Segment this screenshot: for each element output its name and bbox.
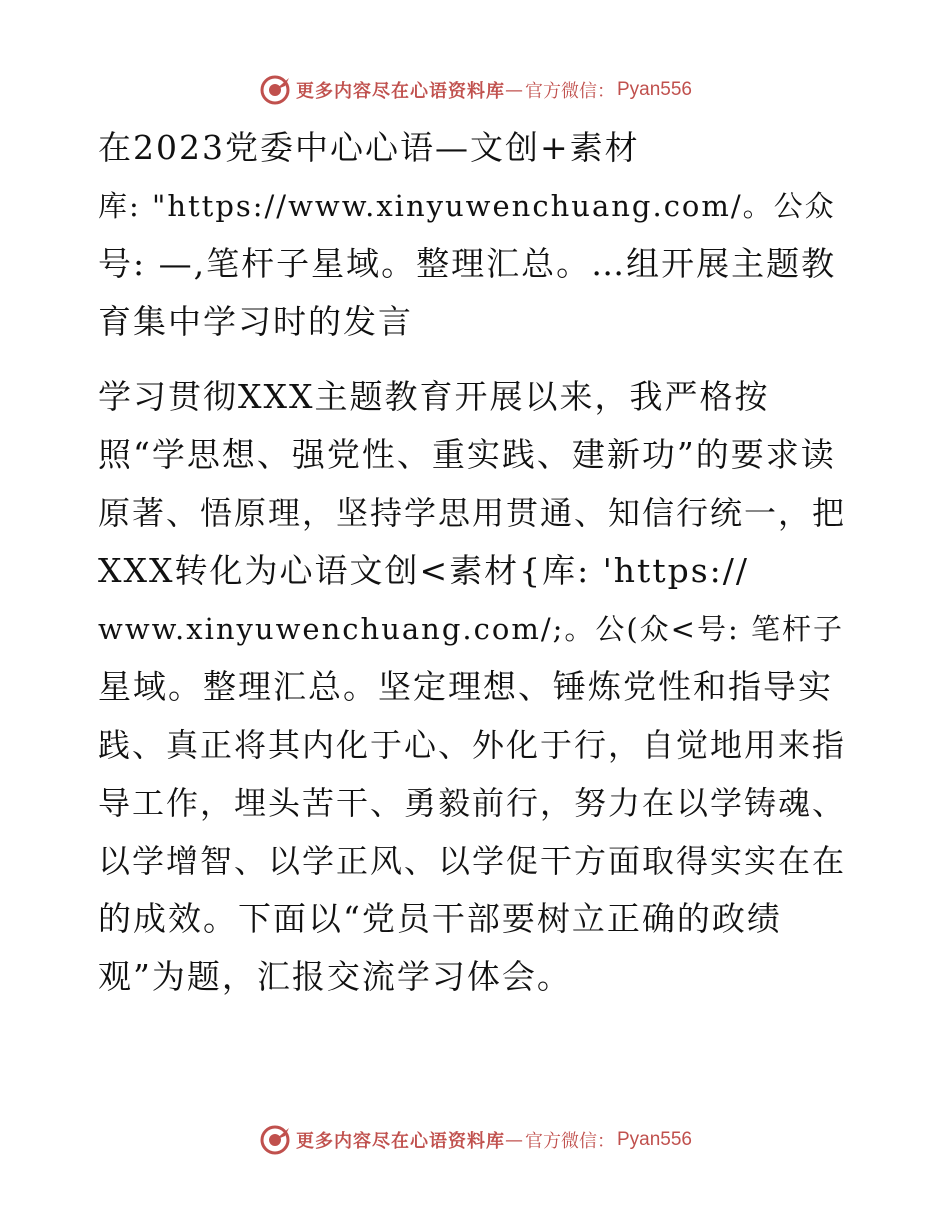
body-line: 践、真正将其内化于心、外化于行，自觉地用来指 — [98, 726, 847, 764]
banner-wechat-id: Pyan556 — [616, 1129, 692, 1150]
footer-banner — [0, 1120, 950, 1160]
pen-nib-logo-icon — [258, 1123, 292, 1157]
banner-slogan: 更多内容尽在心语资料库 — [295, 81, 505, 102]
banner-wechat-label: 官方微信： — [524, 81, 615, 102]
pen-nib-logo-icon — [258, 73, 292, 107]
header-banner — [0, 70, 950, 110]
body-line: 观”为题，汇报交流学习体会。 — [98, 957, 572, 996]
body-line: 以学增智、以学正风、以学促干方面取得实实在在 — [98, 842, 847, 880]
title-line: 库: "https://www.xinyuwenchuang.com/。公众 — [98, 189, 836, 223]
body-line: 学习贯彻XXX主题教育开展以来，我严格按 — [98, 377, 770, 416]
body-line: 照“学思想、强党性、重实践、建新功”的要求读 — [98, 435, 836, 474]
banner-slogan: 更多内容尽在心语资料库 — [295, 1131, 505, 1152]
title-line: 育集中学习时的发言 — [98, 302, 413, 341]
body-line: www.xinyuwenchuang.com/;。公(众<号: 笔杆子 — [98, 612, 844, 646]
title-line: 在2023党委中心心语—文创+素材 — [98, 128, 640, 167]
body-line: XXX转化为心语文创<素材{库: 'https:// — [98, 551, 749, 590]
body-line: 导工作，埋头苦干、勇毅前行，努力在以学铸魂、 — [98, 784, 847, 822]
banner-separator: — — [504, 1129, 523, 1151]
body-line: 的成效。下面以“党员干部要树立正确的政绩 — [98, 899, 782, 938]
title-line: 号: —,笔杆子星域。整理汇总。…组开展主题教 — [98, 244, 837, 283]
banner-separator: — — [504, 79, 523, 101]
banner-wechat-id: Pyan556 — [616, 79, 692, 100]
body-line: 原著、悟原理，坚持学思用贯通、知信行统一，把 — [98, 494, 847, 532]
body-line: 星域。整理汇总。坚定理想、锤炼党性和指导实 — [98, 667, 833, 706]
banner-wechat-label: 官方微信： — [524, 1131, 615, 1152]
